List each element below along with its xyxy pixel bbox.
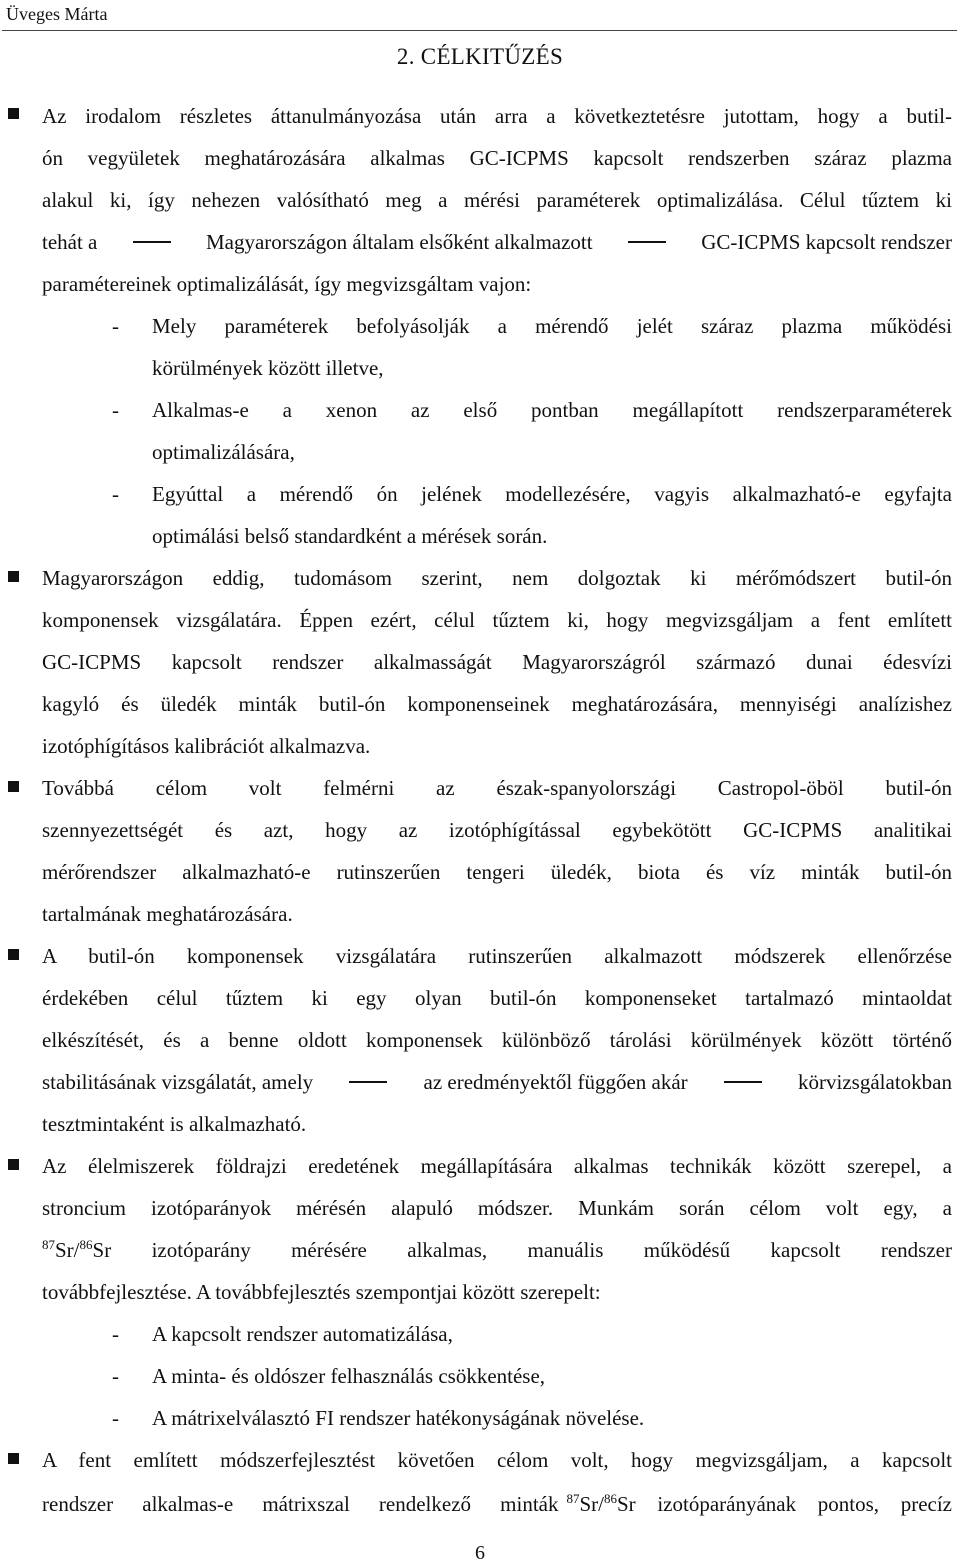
paragraph-line: tesztmintaként is alkalmazható.: [42, 1112, 307, 1136]
list-dash: -: [112, 398, 119, 422]
page-number: 6: [475, 1542, 485, 1564]
text-span: rendszer alkalmas-e mátrixszal rendelkező minták: [42, 1492, 559, 1516]
paragraph-line: tartalmának meghatározására.: [42, 902, 293, 926]
text-span: az eredményektől függően akár: [423, 1070, 688, 1094]
bullet-square-icon: [8, 108, 19, 119]
list-item-line: körülmények között illetve,: [152, 356, 384, 380]
superscript: 87: [42, 1237, 55, 1252]
paragraph-line: paramétereinek optimalizálását, így megvizsgáltam vajon:: [42, 272, 532, 296]
list-item-line: A minta- és oldószer felhasználás csökkentése,: [152, 1364, 546, 1388]
list-item-line: optimálási belső standardként a mérések során.: [152, 524, 548, 548]
paragraph-line: Magyarországon eddig, tudomásom szerint, nem dolgoztak ki mérőmódszert butil-ón: [42, 566, 952, 590]
bullet-square-icon: [8, 571, 19, 582]
text-span: Sr/: [55, 1238, 80, 1262]
paragraph-line: elkészítését, és a benne oldott komponensek különböző tárolási körülmények között történő: [42, 1028, 952, 1052]
list-item-line: Egyúttal a mérendő ón jelének modellezésére, vagyis alkalmazható-e egyfajta: [152, 482, 952, 506]
list-dash: -: [112, 1364, 119, 1388]
isotope-ratio: [42, 1229, 93, 1271]
paragraph-line: izotóphígításos kalibrációt alkalmazva.: [42, 734, 371, 758]
paragraph-line-isotope: [42, 1483, 952, 1525]
text-span: Magyarországon általam elsőként alkalmazott: [205, 230, 593, 254]
paragraph-line: mérőrendszer alkalmazható-e rutinszerűen tengeri üledék, biota és víz minták butil-ón: [42, 860, 952, 884]
isotope-ratio: [566, 1483, 617, 1525]
list-item-line: optimalizálására,: [152, 440, 295, 464]
em-dash: [724, 1081, 762, 1083]
paragraph-line: ón vegyületek meghatározására alkalmas GC-ICPMS kapcsolt rendszerben száraz plazma: [42, 146, 952, 170]
superscript: 86: [79, 1237, 93, 1252]
text-span: Sr/: [579, 1492, 604, 1516]
paragraph-line: Továbbá célom volt felmérni az észak-spanyolországi Castropol-öböl butil-ón: [42, 776, 952, 800]
text-span: körvizsgálatokban: [798, 1070, 952, 1094]
paragraph-line: érdekében célul tűztem ki egy olyan butil-ón komponenseket tartalmazó mintaoldat: [42, 986, 952, 1010]
paragraph-line-isotope: [42, 1229, 952, 1271]
list-dash: -: [112, 1322, 119, 1346]
paragraph-line: komponensek vizsgálatára. Éppen ezért, célul tűztem ki, hogy megvizsgáljam a fent említett: [42, 608, 952, 632]
header-rule: [2, 30, 957, 31]
list-dash: -: [112, 1406, 119, 1430]
list-dash: -: [112, 482, 119, 506]
text-span: tehát a: [42, 230, 98, 254]
list-item-line: Alkalmas-e a xenon az első pontban megállapított rendszerparaméterek: [152, 398, 952, 422]
paragraph-line: Az irodalom részletes áttanulmányozása után arra a következtetésre jutottam, hogy a butil-: [42, 104, 952, 128]
list-dash: -: [112, 314, 119, 338]
running-header-author: Üveges Márta: [6, 4, 108, 24]
em-dash: [349, 1081, 387, 1083]
paragraph-line: stroncium izotóparányok mérésén alapuló módszer. Munkám során célom volt egy, a: [42, 1196, 952, 1220]
paragraph-line: Az élelmiszerek földrajzi eredetének megállapítására alkalmas technikák között szerepel, a: [42, 1154, 952, 1178]
bullet-square-icon: [8, 949, 19, 960]
paragraph-line-emdash: [42, 1061, 952, 1103]
paragraph-line: A fent említett módszerfejlesztést követően célom volt, hogy megvizsgáljam, a kapcsolt: [42, 1448, 952, 1472]
list-item-line: A mátrixelválasztó FI rendszer hatékonyságának növelése.: [152, 1406, 645, 1430]
paragraph-line: továbbfejlesztése. A továbbfejlesztés szempontjai között szerepelt:: [42, 1280, 601, 1304]
paragraph-line-emdash: [42, 221, 952, 263]
text-span: stabilitásának vizsgálatát, amely: [42, 1070, 314, 1094]
text-span: GC-ICPMS kapcsolt rendszer: [701, 230, 952, 254]
paragraph-line: A butil-ón komponensek vizsgálatára rutinszerűen alkalmazott módszerek ellenőrzése: [42, 944, 952, 968]
section-title: 2. CÉLKITŰZÉS: [396, 44, 564, 69]
em-dash: [628, 241, 666, 243]
paragraph-line: GC-ICPMS kapcsolt rendszer alkalmasságát Magyarországról származó dunai édesvízi: [42, 650, 952, 674]
bullet-square-icon: [8, 1159, 19, 1170]
list-item-line: A kapcsolt rendszer automatizálása,: [152, 1322, 453, 1346]
superscript: 87: [566, 1491, 580, 1506]
paragraph-line: alakul ki, így nehezen valósítható meg a mérési paraméterek optimalizálása. Célul tűztem ki: [42, 188, 952, 212]
bullet-square-icon: [8, 1453, 19, 1464]
text-span: Sr izotóparányának pontos, precíz: [617, 1492, 952, 1516]
bullet-square-icon: [8, 781, 19, 792]
text-span: Sr izotóparány mérésére alkalmas, manuális működésű kapcsolt rendszer: [92, 1238, 952, 1262]
em-dash: [133, 241, 171, 243]
paragraph-line: szennyezettségét és azt, hogy az izotóphígítással egybekötött GC-ICPMS analitikai: [42, 818, 952, 842]
list-item-line: Mely paraméterek befolyásolják a mérendő jelét száraz plazma működési: [152, 314, 952, 338]
paragraph-line: kagyló és üledék minták butil-ón komponenseinek meghatározására, mennyiségi analízishez: [42, 692, 952, 716]
superscript: 86: [604, 1491, 617, 1506]
